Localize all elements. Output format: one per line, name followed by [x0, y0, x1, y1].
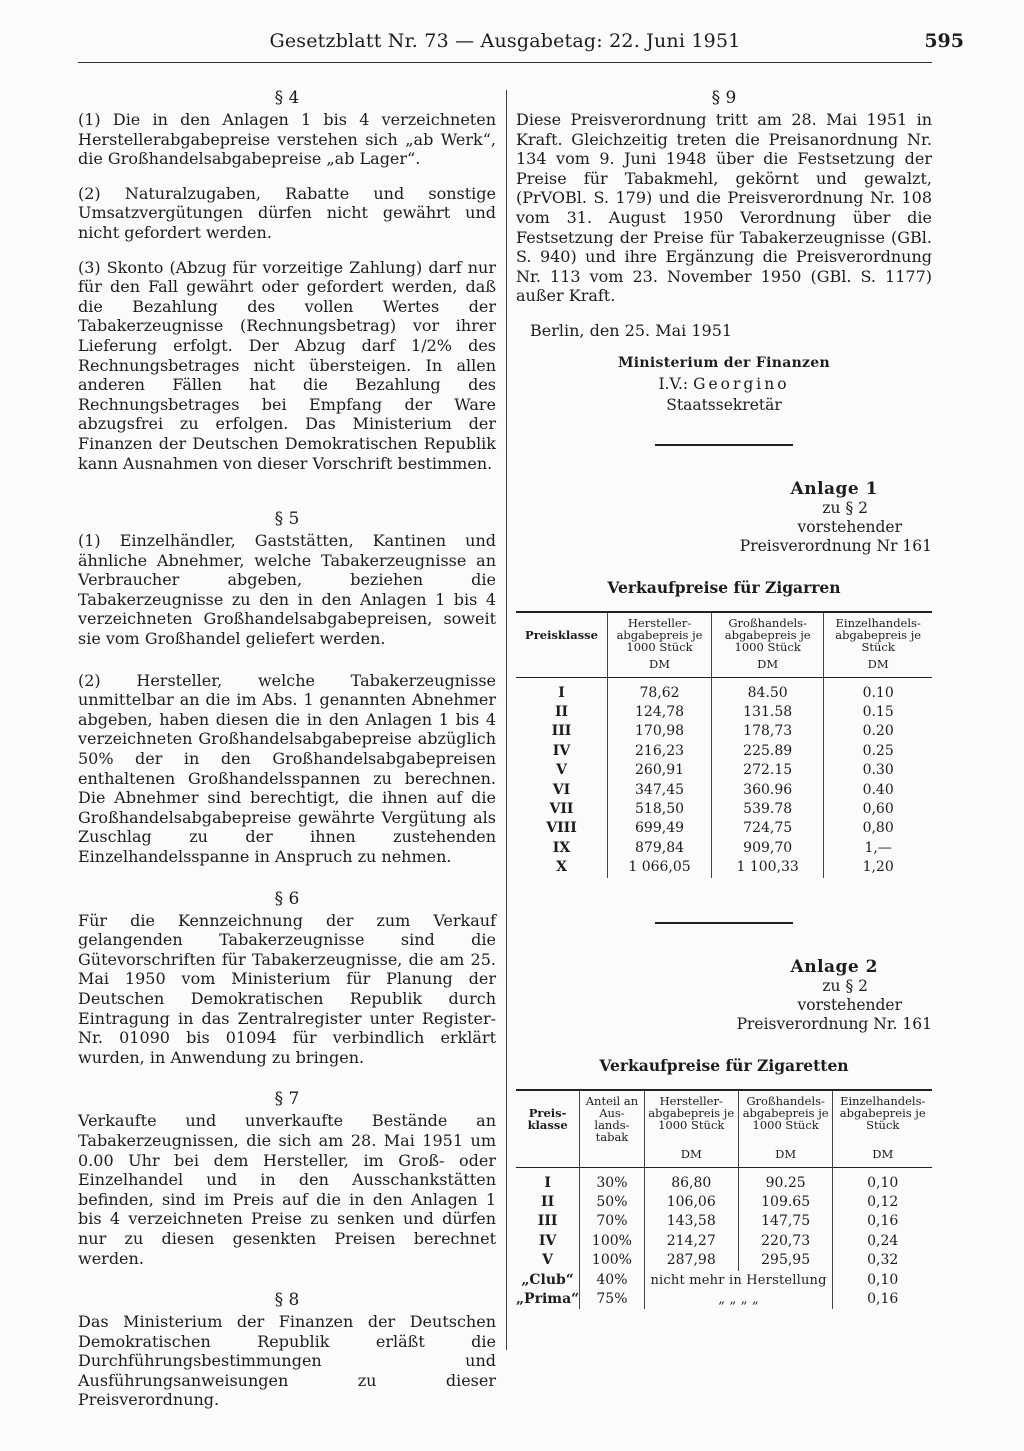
table-cell: 260,91	[608, 761, 712, 780]
table-cell: 90.25	[738, 1167, 833, 1193]
table-row	[516, 703, 932, 722]
paragraph: Das Ministerium der Finanzen der Deutschen Demokratischen Republik erläßt die Durchführungsbestimmungen und Ausführungsanweisungen zu dieser Preisverordnung.	[78, 1312, 496, 1410]
section-5	[78, 509, 496, 867]
table-cell: 0,60	[824, 800, 932, 819]
table-cell: 50%	[580, 1193, 644, 1212]
anlage-ref: zu § 2	[822, 976, 868, 995]
section-8	[78, 1290, 496, 1410]
paragraph: Diese Preisverordnung tritt am 28. Mai 1951 in Kraft. Gleichzeitig treten die Preisanordnung Nr. 134 vom 9. Juni 1948 über die Festsetzung der Preise für Tabakmehl, gekörnt und gewalzt, (PrVOBl. S. 179) und die Preisverordnung Nr. 108 vom 31. August 1950 Verordnung über die Festsetzung der Preise für Tabakerzeugnisse (GBl. S. 940) und ihre Ergänzung die Preisverordnung Nr. 113 vom 23. November 1950 (GBl. S. 1177) außer Kraft.	[516, 110, 932, 306]
table-cell: 0,80	[824, 819, 932, 838]
table-row	[516, 722, 932, 741]
paragraph: (3) Skonto (Abzug für vorzeitige Zahlung) darf nur für den Fall gewährt oder gefordert werden, daß die Bezahlung des vollen Wertes der Tabakerzeugnisse (Rechnungsbetrag) vor ihrer Lieferung erfolgt. Der Abzug darf 1/2% des Rechnungsbetrages nicht übersteigen. In allen anderen Fällen hat die Bezahlung des Rechnungsbetrages bei Empfang der Ware abzugsfrei zu erfolgen. Das Ministerium der Finanzen der Deutschen Demokratischen Republik kann Ausnahmen von dieser Vorschrift bestimmen.	[78, 257, 496, 473]
section-9	[516, 88, 932, 306]
table-title: Verkaufpreise für Zigarren	[607, 577, 841, 597]
table-row	[516, 761, 932, 780]
table-row	[516, 839, 932, 858]
table-cell: 170,98	[608, 722, 712, 741]
table-cell: 0.15	[824, 703, 932, 722]
anlage-1-heading	[516, 480, 932, 556]
table-cell: 84.50	[712, 677, 824, 703]
table-cell: 724,75	[712, 819, 824, 838]
table-cell: 109.65	[738, 1193, 833, 1212]
signature-role: Staatssekretär	[666, 395, 782, 414]
section-title: § 6	[274, 888, 300, 909]
anlage-ref: vorstehender	[797, 517, 902, 536]
table-header: Hersteller-abgabepreis je 1000 Stück	[608, 612, 712, 653]
table-cell: 40%	[580, 1271, 644, 1290]
cigar-price-table	[516, 611, 932, 878]
unit-cell: DM	[644, 1143, 738, 1168]
table-cell: 879,84	[608, 839, 712, 858]
paragraph: (2) Naturalzugaben, Rabatte und sonstige Umsatzvergütungen dürfen nicht gewährt und nicht gefordert werden.	[78, 183, 496, 242]
table-header: Einzelhandels-abgabepreis je Stück	[824, 612, 932, 653]
table-cell: „Club“	[521, 1271, 574, 1288]
table-cell: I	[544, 1174, 551, 1191]
table-row	[516, 781, 932, 800]
table-header: Preisklasse	[525, 627, 598, 642]
paragraph: (2) Hersteller, welche Tabakerzeugnisse unmittelbar an die im Abs. 1 genannten Abnehmer abgeben, haben diesen die in den Anlagen 1 bis 4 verzeichneten Großhandelsabgabepreise abzüglich 50% der in den Großhandelsabgabepreisen enthaltenen Großhandelsspannen zu berechnen. Die Abnehmer sind berechtigt, die ihnen auf die Großhandelsabgabepreise gewährte Vergütung als Zuschlag zu der ihnen zustehenden Einzelhandelsspanne in Anspruch zu nehmen.	[78, 670, 496, 866]
table-cell: II	[554, 703, 569, 720]
table-cell: IV	[552, 742, 571, 759]
table-row	[516, 1167, 932, 1193]
table-cell: 220,73	[738, 1232, 833, 1251]
table-row	[516, 1271, 932, 1290]
table-cell: 216,23	[608, 742, 712, 761]
table-cell: IV	[538, 1232, 557, 1249]
table-cell: 0,10	[833, 1167, 932, 1193]
table-cell: 0,16	[833, 1212, 932, 1231]
column-divider	[506, 90, 507, 1350]
table-cell: 131.58	[712, 703, 824, 722]
table-cell: 0.10	[824, 677, 932, 703]
table-cell: IX	[552, 839, 571, 856]
table-cell: III	[551, 723, 572, 740]
anlage-ref: Preisverordnung Nr. 161	[736, 1014, 932, 1033]
place-date: Berlin, den 25. Mai 1951	[530, 320, 733, 340]
table-cell: 1 066,05	[608, 858, 712, 877]
table-cell: 147,75	[738, 1212, 833, 1231]
section-4	[78, 88, 496, 473]
table-cell: VII	[549, 800, 574, 817]
table-title: Verkaufpreise für Zigaretten	[599, 1055, 849, 1075]
table-cell: 360.96	[712, 781, 824, 800]
unit-cell	[580, 1143, 644, 1168]
table-cell: 178,73	[712, 722, 824, 741]
table-row	[516, 1193, 932, 1212]
table-cell: 30%	[580, 1167, 644, 1193]
table-cell: 909,70	[712, 839, 824, 858]
right-column	[516, 88, 932, 1309]
table-cell: V	[556, 762, 567, 779]
unit-cell: DM	[608, 653, 712, 678]
table-cell: V	[542, 1252, 554, 1269]
table-cell: III	[537, 1213, 558, 1230]
paragraph: Verkaufte und unverkaufte Bestände an Tabakerzeugnissen, die sich am 28. Mai 1951 um 0.00 Uhr bei dem Hersteller, im Groß- oder Einzelhandel und in den Ausschankstätten befinden, sind im Preis auf die in den Anlagen 1 bis 4 verzeichneten Preise zu senken und dürfen nur zu diesen gesenkten Preisen berechnet werden.	[78, 1111, 496, 1268]
table-row	[516, 677, 932, 703]
signature-name	[516, 374, 932, 395]
table-row	[516, 858, 932, 877]
table-cell: 75%	[580, 1290, 644, 1309]
table-cell: 143,58	[644, 1212, 738, 1231]
section-title: § 7	[274, 1089, 300, 1110]
header-title: Gesetzblatt Nr. 73 — Ausgabetag: 22. Juni 1951	[269, 30, 741, 52]
table-cell: 0,32	[833, 1251, 932, 1270]
table-cell: II	[541, 1194, 555, 1210]
table-cell: 106,06	[644, 1193, 738, 1212]
table-cell: 287,98	[644, 1251, 738, 1270]
unit-cell: DM	[824, 653, 932, 678]
anlage-ref: zu § 2	[822, 498, 868, 517]
table-cell: 1,—	[824, 839, 932, 858]
table-row	[516, 1212, 932, 1231]
table-cell: 0,10	[833, 1271, 932, 1290]
table-cell: 0,24	[833, 1232, 932, 1251]
table-cell: 100%	[580, 1232, 644, 1251]
unit-cell	[516, 653, 608, 678]
table-cell: 225.89	[712, 742, 824, 761]
table-header: Hersteller-abgabepreis je 1000 Stück	[644, 1090, 738, 1143]
unit-cell	[516, 1143, 580, 1168]
table-cell: 0.25	[824, 742, 932, 761]
table-cell: 0,12	[833, 1193, 932, 1212]
table-cell: I	[558, 684, 565, 701]
paragraph: (1) Einzelhändler, Gaststätten, Kantinen und ähnliche Abnehmer, welche Tabakerzeugnisse an Verbraucher abgeben, beziehen die Tabakerzeugnisse zu den in den Anlagen 1 bis 4 verzeichneten Großhandelsabgabepreisen, soweit sie vom Großhandel geliefert werden.	[78, 531, 496, 649]
table-row	[516, 800, 932, 819]
table-header: Einzelhandels-abgabepreis je Stück	[833, 1090, 932, 1143]
table-cell: 78,62	[608, 677, 712, 703]
section-title: § 5	[274, 509, 300, 530]
table-cell: 699,49	[608, 819, 712, 838]
table-cell: VIII	[546, 820, 577, 837]
signature-person: Georgino	[693, 374, 790, 393]
page-number: 595	[924, 30, 964, 52]
table-row	[516, 1290, 932, 1309]
unit-cell: DM	[738, 1143, 833, 1168]
paragraph: (1) Die in den Anlagen 1 bis 4 verzeichneten Herstellerabgabepreise verstehen sich „ab Werk“, die Großhandelsabgabepreise „ab Lager“.	[78, 110, 496, 169]
table-cell: 0.30	[824, 761, 932, 780]
table-cell: 100%	[580, 1251, 644, 1270]
table-cell: 1 100,33	[712, 858, 824, 877]
table-cell: 272.15	[712, 761, 824, 780]
anlage-2-heading	[516, 958, 932, 1034]
section-title: § 9	[711, 88, 737, 108]
table-header: Anteil an Aus-lands-tabak	[580, 1090, 644, 1143]
signature-prefix: I.V.:	[658, 374, 689, 393]
table-cell: 1,20	[824, 858, 932, 877]
anlage-title: Anlage 1	[790, 478, 878, 499]
table-cell: 0.20	[824, 722, 932, 741]
anlage-ref: Preisverordnung Nr 161	[739, 536, 932, 555]
table-row	[516, 819, 932, 838]
section-title: § 4	[274, 88, 300, 108]
signature-block	[516, 353, 932, 416]
table-cell: 295,95	[738, 1251, 833, 1270]
table-cell: 214,27	[644, 1232, 738, 1251]
section-7	[78, 1089, 496, 1268]
unit-cell: DM	[712, 653, 824, 678]
table-row	[516, 742, 932, 761]
paragraph: Für die Kennzeichnung der zum Verkauf gelangenden Tabakerzeugnisse sind die Gütevorschriften für Tabakerzeugnisse, die am 25. Mai 1950 vom Ministerium für Planung der Deutschen Demokratischen Republik durch Eintragung in das Zentralregister unter Register-Nr. 01090 bis 01094 für verbindlich erklärt wurden, in Anwendung zu bringen.	[78, 910, 496, 1067]
anlage-ref: vorstehender	[797, 995, 902, 1014]
table-row	[516, 1232, 932, 1251]
table-cell: „Prima“	[516, 1291, 580, 1308]
table-cell: 70%	[580, 1212, 644, 1231]
table-cell: VI	[552, 781, 571, 798]
table-cell: 518,50	[608, 800, 712, 819]
page-header	[78, 28, 964, 63]
table-cell: 0,16	[833, 1290, 932, 1309]
table-cell: 347,45	[608, 781, 712, 800]
section-6	[78, 889, 496, 1068]
table-cell: X	[556, 859, 567, 876]
anlage-title: Anlage 2	[790, 956, 878, 977]
unit-cell: DM	[833, 1143, 932, 1168]
table-row	[516, 1251, 932, 1270]
cigarette-price-table	[516, 1089, 932, 1310]
table-cell: 0.40	[824, 781, 932, 800]
section-title: § 8	[274, 1290, 300, 1311]
table-cell: 86,80	[644, 1167, 738, 1193]
table-cell: 124,78	[608, 703, 712, 722]
table-header: Großhandels-abgabepreis je 1000 Stück	[738, 1090, 833, 1143]
signature-ministry: Ministerium der Finanzen	[618, 354, 830, 371]
table-header: Preis-klasse	[527, 1105, 568, 1132]
table-cell: nicht mehr in Herstellung	[644, 1271, 833, 1290]
left-column	[78, 88, 496, 1410]
table-header: Großhandels-abgabepreis je 1000 Stück	[712, 612, 824, 653]
table-cell: 539.78	[712, 800, 824, 819]
table-cell: „ „ „ „	[644, 1290, 833, 1309]
